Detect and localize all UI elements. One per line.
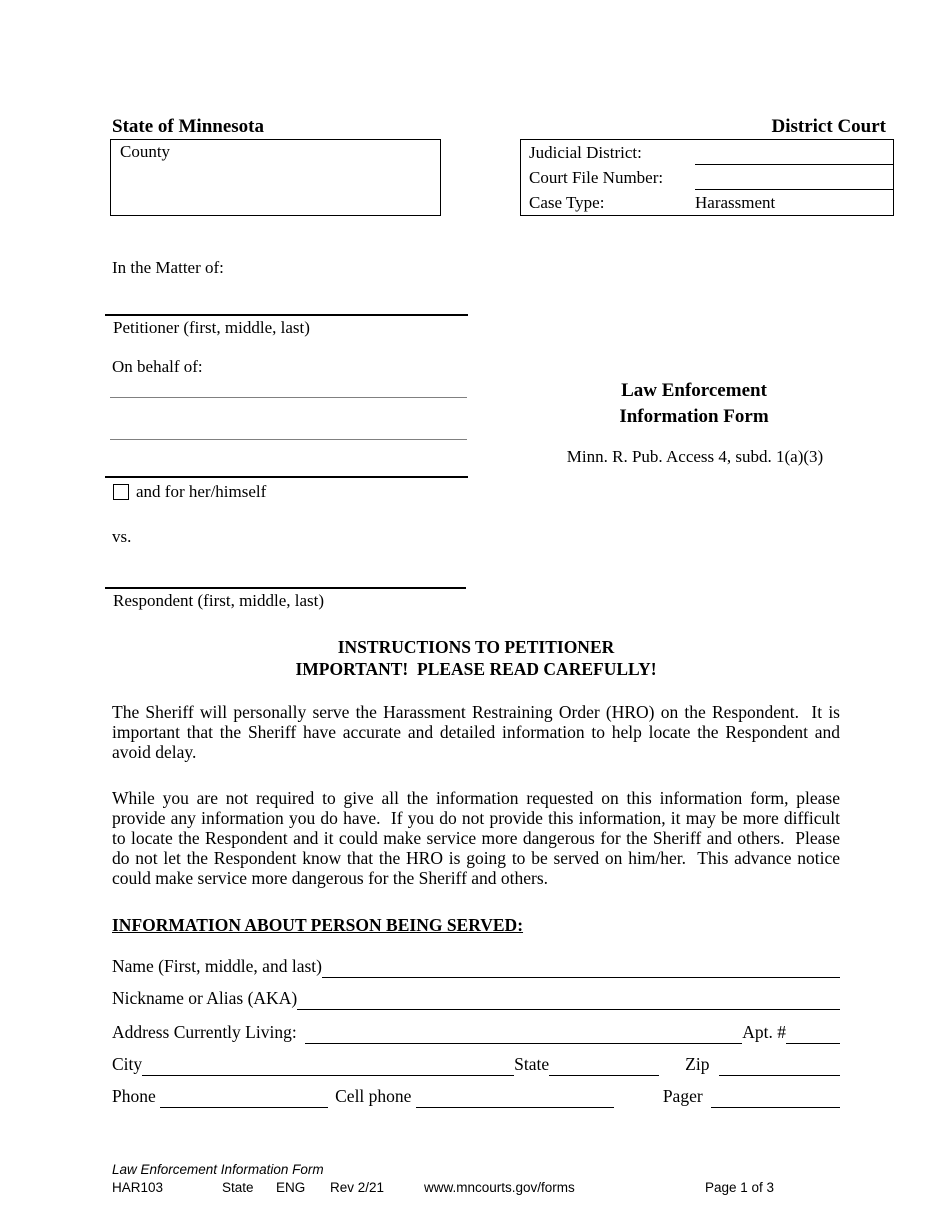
state-title: State of Minnesota <box>112 116 264 137</box>
footer-revision: Rev 2/21 <box>330 1180 385 1195</box>
state-label: State <box>514 1054 550 1074</box>
self-checkbox[interactable] <box>113 484 129 500</box>
footer-language: ENG <box>276 1180 306 1195</box>
section-heading: INFORMATION ABOUT PERSON BEING SERVED: <box>112 915 524 935</box>
nickname-label: Nickname or Alias (AKA) <box>112 988 298 1008</box>
in-the-matter-label: In the Matter of: <box>112 258 224 277</box>
respondent-line[interactable] <box>105 587 466 589</box>
state-input[interactable] <box>549 1051 659 1076</box>
case-type-value: Harassment <box>695 193 776 212</box>
nickname-input[interactable] <box>297 985 840 1010</box>
footer-state: State <box>222 1180 254 1195</box>
form-title-line1: Law Enforcement <box>621 380 767 401</box>
county-label: County <box>120 142 171 161</box>
vs-label: vs. <box>112 527 132 546</box>
instructions-heading: INSTRUCTIONS TO PETITIONER <box>337 637 615 657</box>
petitioner-line[interactable] <box>105 314 468 316</box>
zip-input[interactable] <box>719 1051 840 1076</box>
pager-label: Pager <box>662 1086 708 1106</box>
on-behalf-line-2[interactable] <box>110 439 467 440</box>
apt-input[interactable] <box>786 1019 840 1044</box>
phone-row <box>112 1082 840 1108</box>
instructions-para-1: The Sheriff will personally serve the Harassment Restraining Order (HRO) on the Respondent. It is important that the Sheriff have accurate and detailed information to help locate the Respondent and avoid delay. <box>112 702 845 762</box>
on-behalf-label: On behalf of: <box>112 357 203 376</box>
county-box[interactable] <box>110 139 441 216</box>
address-row <box>112 1018 840 1044</box>
city-row <box>112 1050 840 1076</box>
on-behalf-line-1[interactable] <box>110 397 467 398</box>
cell-phone-input[interactable] <box>416 1083 614 1108</box>
footer-website: www.mncourts.gov/forms <box>424 1180 575 1195</box>
city-label: City <box>112 1054 143 1074</box>
petitioner-label: Petitioner (first, middle, last) <box>113 318 310 337</box>
instructions-subheading: IMPORTANT! PLEASE READ CAREFULLY! <box>295 659 657 679</box>
court-file-row <box>521 165 893 190</box>
district-court-title: District Court <box>771 116 886 137</box>
footer-form-number: HAR103 <box>112 1180 164 1195</box>
case-type-label: Case Type: <box>529 193 605 212</box>
self-checkbox-label: and for her/himself <box>136 482 267 501</box>
court-file-label: Court File Number: <box>529 168 664 187</box>
zip-label: Zip <box>685 1054 714 1074</box>
footer-meta-row <box>0 1180 950 1198</box>
phone-label: Phone <box>112 1086 161 1106</box>
form-title <box>544 378 844 430</box>
judicial-district-input[interactable] <box>695 140 893 165</box>
cell-phone-label: Cell phone <box>335 1086 416 1106</box>
respondent-label: Respondent (first, middle, last) <box>113 591 325 610</box>
footer-page: Page 1 of 3 <box>705 1180 775 1195</box>
court-info-box <box>520 139 894 216</box>
case-type-row <box>521 190 893 215</box>
self-section-line[interactable] <box>105 476 468 478</box>
court-file-input[interactable] <box>695 165 893 190</box>
apt-label: Apt. # <box>742 1022 786 1042</box>
address-input[interactable] <box>305 1019 742 1044</box>
instructions-para-2: While you are not required to give all the information requested on this information form, please provide any information you do have. If you do not provide this information, it may be more difficult to locate the Respondent and it could make service more dangerous for the Sheriff and others. Please do not let the Respondent know that the HRO is going to be served on him/her. This advance notice could make service more dangerous for the Sheriff and others. <box>112 788 845 888</box>
city-input[interactable] <box>142 1051 514 1076</box>
name-input[interactable] <box>322 953 840 978</box>
judicial-district-row <box>521 140 893 165</box>
pager-input[interactable] <box>711 1083 840 1108</box>
name-row <box>112 952 840 978</box>
address-label: Address Currently Living: <box>112 1022 302 1042</box>
name-label: Name (First, middle, and last) <box>112 956 322 976</box>
form-title-line2: Information Form <box>619 406 769 427</box>
nickname-row <box>112 984 840 1010</box>
judicial-district-label: Judicial District: <box>529 143 642 162</box>
footer-form-name: Law Enforcement Information Form <box>112 1162 324 1177</box>
self-checkbox-row <box>113 482 266 502</box>
rule-citation: Minn. R. Pub. Access 4, subd. 1(a)(3) <box>566 447 824 466</box>
phone-input[interactable] <box>160 1083 328 1108</box>
